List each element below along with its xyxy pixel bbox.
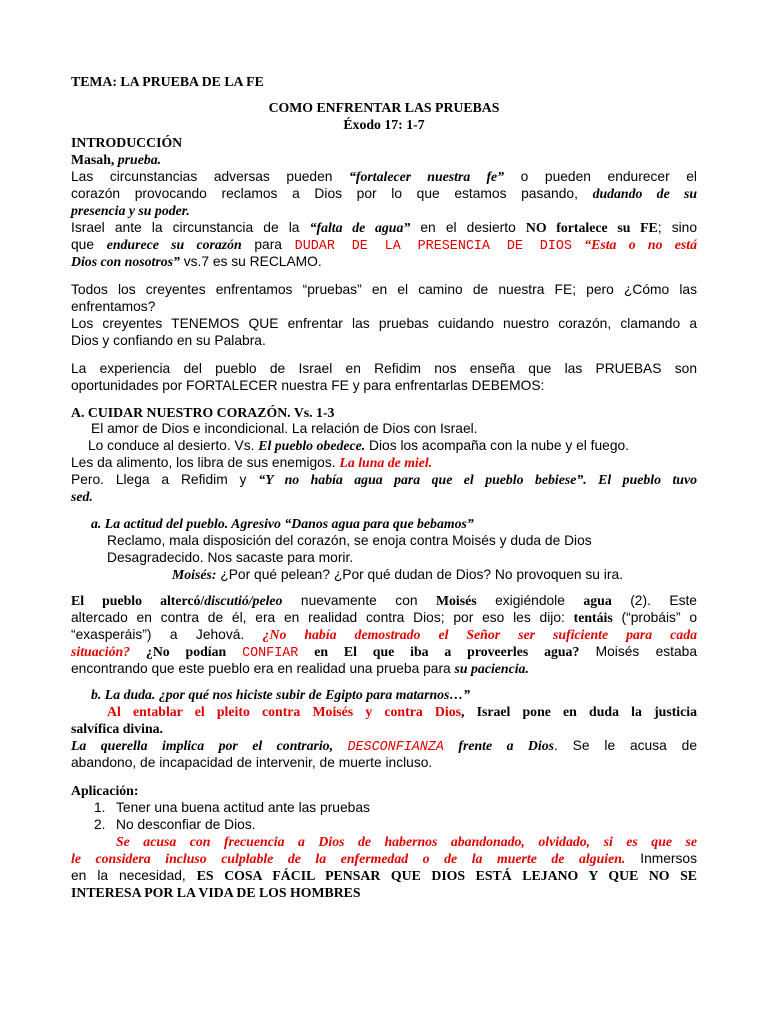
intro-paragraph-line: Israel ante la circunstancia de la “falta de agua” en el desierto NO fortalece su FE; sino	[71, 220, 697, 235]
masah-line: Masah, prueba.	[71, 152, 162, 167]
intro-paragraph-line: enfrentamos?	[71, 299, 156, 314]
altercado-line: situación? ¿No podían CONFIAR en El que iba a proveerles agua? Moisés estaba	[71, 644, 697, 661]
section-a-line: sed.	[71, 489, 93, 504]
intro-heading: INTRODUCCIÓN	[71, 135, 183, 150]
scripture-reference: Éxodo 17: 1-7	[343, 117, 425, 132]
subsection-a-heading: a. La actitud del pueblo. Agresivo “Danos agua para que bebamos”	[91, 516, 474, 531]
section-a-line: El amor de Dios e incondicional. La relación de Dios con Israel.	[91, 421, 478, 436]
aplicacion-line: en la necesidad, ES COSA FÁCIL PENSAR QUE DIOS ESTÁ LEJANO Y QUE NO SE	[71, 868, 698, 883]
intro-paragraph-line: Las circunstancias adversas pueden “fortalecer nuestra fe” o pueden endurecer el	[71, 169, 697, 184]
subsection-b-line: salvífica divina.	[71, 721, 163, 736]
document-subtitle: COMO ENFRENTAR LAS PRUEBAS	[268, 100, 500, 115]
altercado-line: altercado en contra de él, era en realidad contra Dios; por eso les dijo: tentáis (“probáis” o	[71, 610, 697, 625]
aplicacion-line: le considera incluso culplable de la enfermedad o de la muerte de alguien. Inmersos	[71, 851, 697, 866]
aplicacion-line: Se acusa con frecuencia a Dios de habernos abandonado, olvidado, si es que se	[116, 834, 697, 849]
section-a-line: Les da alimento, los libra de sus enemigos. La luna de miel.	[71, 455, 433, 470]
aplicacion-item: 1. Tener una buena actitud ante las pruebas	[94, 800, 370, 815]
intro-paragraph-line: oportunidades por FORTALECER nuestra FE y para enfrentarlas DEBEMOS:	[71, 378, 545, 393]
section-a-line: Pero. Llega a Refidim y “Y no había agua para que el pueblo bebiese”. El pueblo tuvo	[71, 472, 697, 487]
intro-paragraph-line: Todos los creyentes enfrentamos “pruebas” en el camino de nuestra FE; pero ¿Cómo las	[71, 282, 697, 297]
altercado-line: “exasperáis”) a Jehová. ¿No había demostrado el Señor ser suficiente para cada	[71, 627, 697, 642]
intro-paragraph-line: Los creyentes TENEMOS QUE enfrentar las pruebas cuidando nuestro corazón, clamando a	[71, 316, 697, 331]
intro-paragraph-line: que endurece su corazón para DUDAR DE LA PRESENCIA DE DIOS “Esta o no está	[71, 237, 698, 254]
subsection-a-line: Reclamo, mala disposición del corazón, se enoja contra Moisés y duda de Dios	[107, 533, 592, 548]
altercado-line: El pueblo altercó/discutió/peleo nuevamente con Moisés exigiéndole agua (2). Este	[71, 593, 697, 608]
subsection-b-heading: b. La duda. ¿por qué nos hiciste subir de Egipto para matarnos…”	[91, 687, 471, 702]
aplicacion-heading: Aplicación:	[71, 783, 139, 798]
document-title: TEMA: LA PRUEBA DE LA FE	[71, 74, 264, 89]
intro-paragraph-line: presencia y su poder.	[71, 203, 190, 218]
subsection-b-line: Al entablar el pleito contra Moisés y contra Dios, Israel pone en duda la justicia	[107, 704, 697, 719]
subsection-b-line: La querella implica por el contrario, DESCONFIANZA frente a Dios. Se le acusa de	[71, 738, 697, 755]
intro-paragraph-line: Dios y confiando en su Palabra.	[71, 333, 266, 348]
intro-paragraph-line: La experiencia del pueblo de Israel en Refidim nos enseña que las PRUEBAS son	[71, 361, 697, 376]
intro-paragraph-line: corazón provocando reclamos a Dios por lo que estamos pasando, dudando de su	[71, 186, 697, 201]
subsection-a-line: Desagradecido. Nos sacaste para morir.	[107, 550, 354, 565]
intro-paragraph-line: Dios con nosotros” vs.7 es su RECLAMO.	[71, 254, 322, 269]
altercado-line: encontrando que este pueblo era en realidad una prueba para su paciencia.	[71, 661, 529, 676]
section-a-heading: A. CUIDAR NUESTRO CORAZÓN. Vs. 1-3	[71, 405, 335, 420]
moises-quote: Moisés: ¿Por qué pelean? ¿Por qué dudan de Dios? No provoquen su ira.	[172, 567, 623, 582]
subsection-b-line: abandono, de incapacidad de intervenir, de muerte incluso.	[71, 755, 433, 770]
aplicacion-item: 2. No desconfiar de Dios.	[94, 817, 256, 832]
aplicacion-line: INTERESA POR LA VIDA DE LOS HOMBRES	[71, 885, 361, 900]
section-a-line: Lo conduce al desierto. Vs. El pueblo obedece. Dios los acompaña con la nube y el fuego.	[88, 438, 630, 453]
